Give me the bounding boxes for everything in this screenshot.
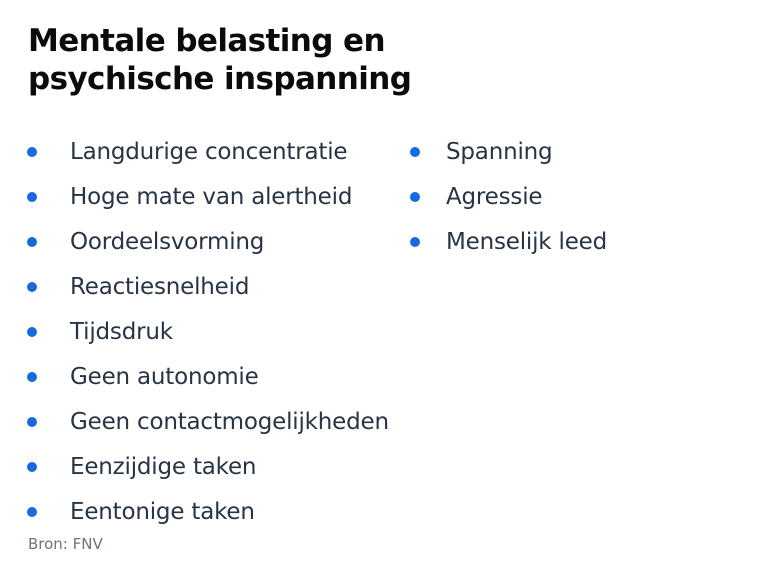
list-item-label: Eentonige taken bbox=[70, 498, 255, 525]
bullet-dot-icon bbox=[410, 192, 420, 202]
list-item-label: Eenzijdige taken bbox=[70, 453, 257, 480]
list-item-label: Reactiesnelheid bbox=[70, 273, 250, 300]
list-item-label: Spanning bbox=[446, 138, 553, 165]
list-item bbox=[27, 268, 389, 313]
list-item bbox=[27, 493, 389, 538]
list-item bbox=[27, 358, 389, 403]
list-item bbox=[410, 223, 607, 268]
list-item bbox=[27, 133, 389, 178]
list-item bbox=[410, 133, 607, 178]
page-title-line-1: Mentale belasting en bbox=[28, 23, 385, 59]
list-item-label: Menselijk leed bbox=[446, 228, 607, 255]
bullet-dot-icon bbox=[27, 192, 37, 202]
list-item-label: Geen autonomie bbox=[70, 363, 259, 390]
list-item-label: Agressie bbox=[446, 183, 543, 210]
bullet-dot-icon bbox=[27, 282, 37, 292]
list-item bbox=[27, 313, 389, 358]
bullet-dot-icon bbox=[27, 462, 37, 472]
bullet-dot-icon bbox=[27, 372, 37, 382]
list-item bbox=[27, 448, 389, 493]
list-item bbox=[27, 223, 389, 268]
page-title-line-2: psychische inspanning bbox=[28, 61, 412, 97]
bullet-dot-icon bbox=[27, 327, 37, 337]
bullet-dot-icon bbox=[27, 507, 37, 517]
list-item-label: Oordeelsvorming bbox=[70, 228, 265, 255]
bullet-dot-icon bbox=[27, 147, 37, 157]
list-item bbox=[410, 178, 607, 223]
bullet-list-right bbox=[410, 133, 607, 268]
bullet-dot-icon bbox=[410, 147, 420, 157]
bullet-dot-icon bbox=[410, 237, 420, 247]
bullet-dot-icon bbox=[27, 237, 37, 247]
list-item-label: Hoge mate van alertheid bbox=[70, 183, 353, 210]
list-item-label: Langdurige concentratie bbox=[70, 138, 348, 165]
list-item bbox=[27, 403, 389, 448]
page-title bbox=[28, 22, 411, 98]
bullet-dot-icon bbox=[27, 417, 37, 427]
list-item-label: Geen contactmogelijkheden bbox=[70, 408, 389, 435]
source-note: Bron: FNV bbox=[28, 535, 103, 553]
list-item-label: Tijdsdruk bbox=[70, 318, 173, 345]
bullet-list-left bbox=[27, 133, 389, 538]
list-item bbox=[27, 178, 389, 223]
